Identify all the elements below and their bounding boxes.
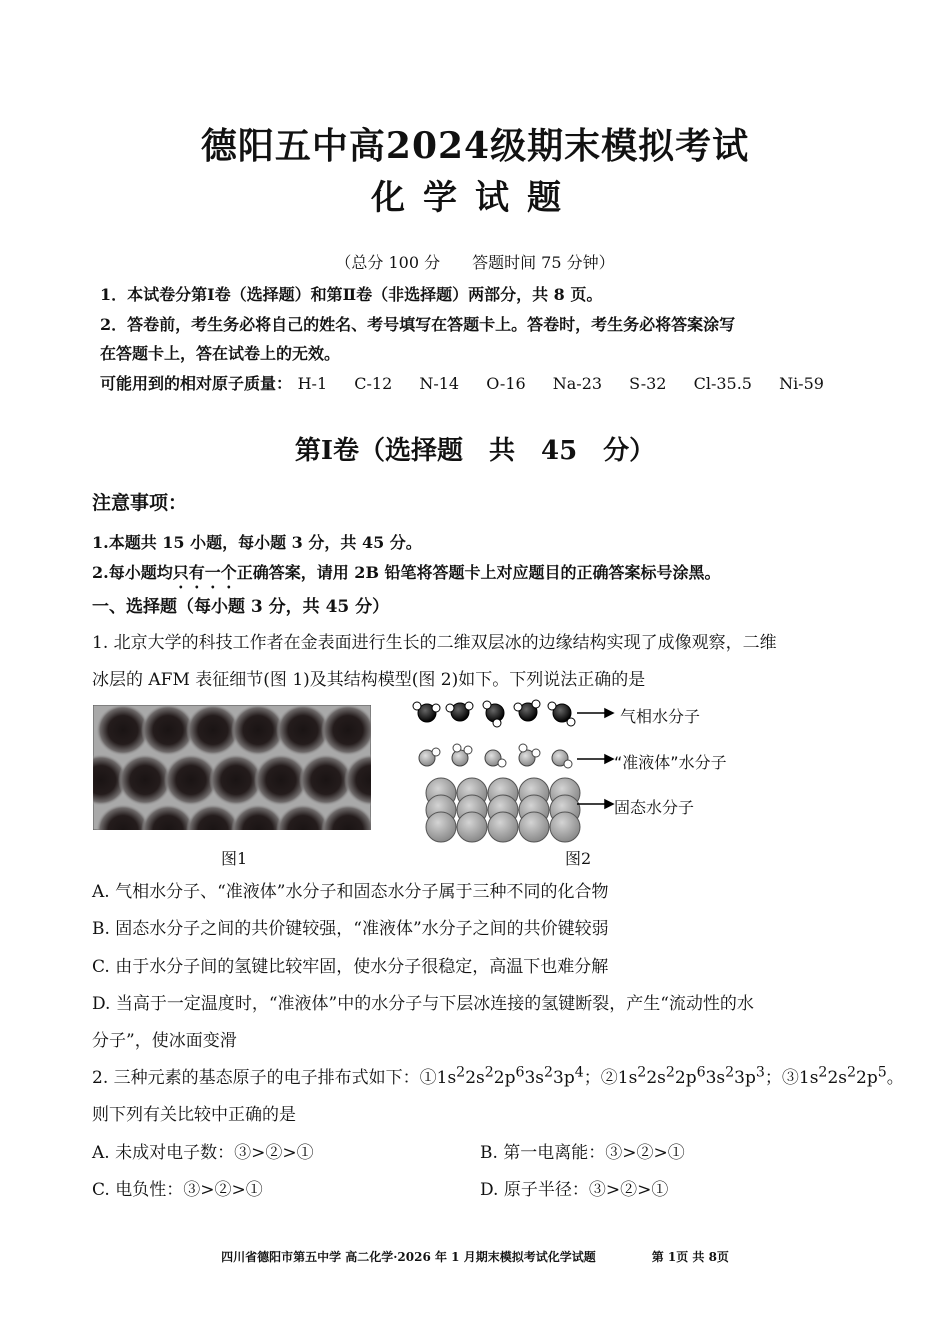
page-footer: [0, 1248, 950, 1265]
q2-stem-pre: 2. 三种元素的基态原子的电子排布式如下：: [92, 1068, 420, 1088]
solid-molecule: [426, 812, 456, 842]
footer-school: 四川省德阳市第五中学 高二化学·2026 年 1 月期末模拟考试化学试题: [221, 1250, 596, 1264]
q1-option-d-line1: D. 当高于一定温度时，“准液体”中的水分子与下层冰连接的氢键断裂，产生“流动性的水: [92, 994, 754, 1014]
note-2-line1: 2．答卷前，考生务必将自己的姓名、考号填写在答题卡上。答卷时，考生务必将答案涂写: [100, 315, 736, 334]
q1-option-c: C. 由于水分子间的氢键比较牢固，使水分子很稳定，高温下也难分解: [92, 957, 609, 977]
label-gas: 气相水分子: [620, 707, 701, 726]
q2-option-d: D. 原子半径：③>②>①: [480, 1180, 669, 1200]
attention-2-pre: 2.每小题均: [92, 563, 173, 582]
mass-item: C-12: [354, 374, 393, 393]
figure-1-caption: 图1: [221, 849, 248, 868]
q2-option-c: C. 电负性：③>②>①: [92, 1180, 263, 1200]
figure-1-afm-image: [93, 705, 371, 830]
q1-option-b: B. 固态水分子之间的共价键较强，“准液体”水分子之间的共价键较弱: [92, 919, 609, 939]
q2-option-b: B. 第一电离能：③>②>①: [480, 1143, 685, 1163]
q2-configs: $①1s^22s^22p^63s^23p^4$；$②1s^22s^22p^63s^23p^3$；$③1s^22s^22p^5$。: [419, 1064, 904, 1088]
solid-molecule: [550, 812, 580, 842]
attention-2-emphasis: 只有一个: [172, 563, 237, 582]
atomic-mass-label: 可能用到的相对原子质量：: [100, 374, 293, 393]
exam-subtitle: 化学试题: [371, 178, 579, 218]
label-solid: 固态水分子: [614, 798, 695, 817]
solid-molecule: [457, 812, 487, 842]
note-1: 1．本试卷分第Ⅰ卷（选择题）和第Ⅱ卷（非选择题）两部分，共 8 页。: [100, 285, 603, 304]
footer-page-number: 第 1页 共 8页: [651, 1250, 729, 1264]
mass-item: H-1: [297, 374, 328, 393]
attention-1: 1.本题共 15 小题，每小题 3 分，共 45 分。: [92, 533, 422, 552]
solid-molecules: [426, 778, 580, 842]
atomic-mass-list: [298, 374, 846, 393]
attention-2-post: 正确答案，请用 2B 铅笔将答题卡上对应题目的正确答案标号涂黑。: [236, 563, 721, 582]
atomic-mass-line: [100, 371, 846, 394]
solid-molecule: [519, 812, 549, 842]
q2-stem-line2: 则下列有关比较中正确的是: [92, 1105, 296, 1125]
q1-option-d-line2: 分子”，使冰面变滑: [92, 1031, 237, 1051]
quasi-liquid-molecules: [419, 744, 572, 768]
q1-stem-line2: 冰层的 AFM 表征细节(图 1)及其结构模型(图 2)如下。下列说法正确的是: [92, 670, 646, 690]
afm-blob: [118, 754, 172, 806]
solid-molecule: [488, 812, 518, 842]
note-2-line2: 在答题卡上，答在试卷上的无效。: [100, 344, 341, 363]
figure-2-arrows: [577, 709, 613, 808]
exam-title: 德阳五中高2024级期末模拟考试: [200, 125, 750, 167]
q2-stem-line1: [92, 1063, 904, 1088]
figure-2-caption: 图2: [565, 849, 592, 868]
q1-option-a: A. 气相水分子、“准液体”水分子和固态水分子属于三种不同的化合物: [92, 882, 609, 902]
attention-heading: 注意事项：: [92, 492, 188, 514]
mass-item: N-14: [419, 374, 460, 393]
section-1-title: 第Ⅰ卷（选择题 共 45 分）: [294, 436, 656, 466]
q1-stem-line1: 1. 北京大学的科技工作者在金表面进行生长的二维双层冰的边缘结构实现了成像观察，二维: [92, 633, 777, 653]
score-line: （总分 100 分 答题时间 75 分钟）: [335, 253, 615, 272]
mass-item: Cl-35.5: [693, 374, 752, 393]
mass-item: S-32: [629, 374, 667, 393]
attention-2: [92, 560, 721, 592]
mass-item: Na-23: [552, 374, 603, 393]
mass-item: Ni-59: [779, 374, 824, 393]
gas-molecules: [413, 700, 575, 727]
q2-option-a: A. 未成对电子数：③>②>①: [92, 1143, 314, 1163]
label-quasi-liquid: “准液体”水分子: [614, 753, 727, 772]
part-1-title: 一、选择题（每小题 3 分，共 45 分）: [92, 597, 390, 617]
mass-item: O-16: [486, 374, 526, 393]
